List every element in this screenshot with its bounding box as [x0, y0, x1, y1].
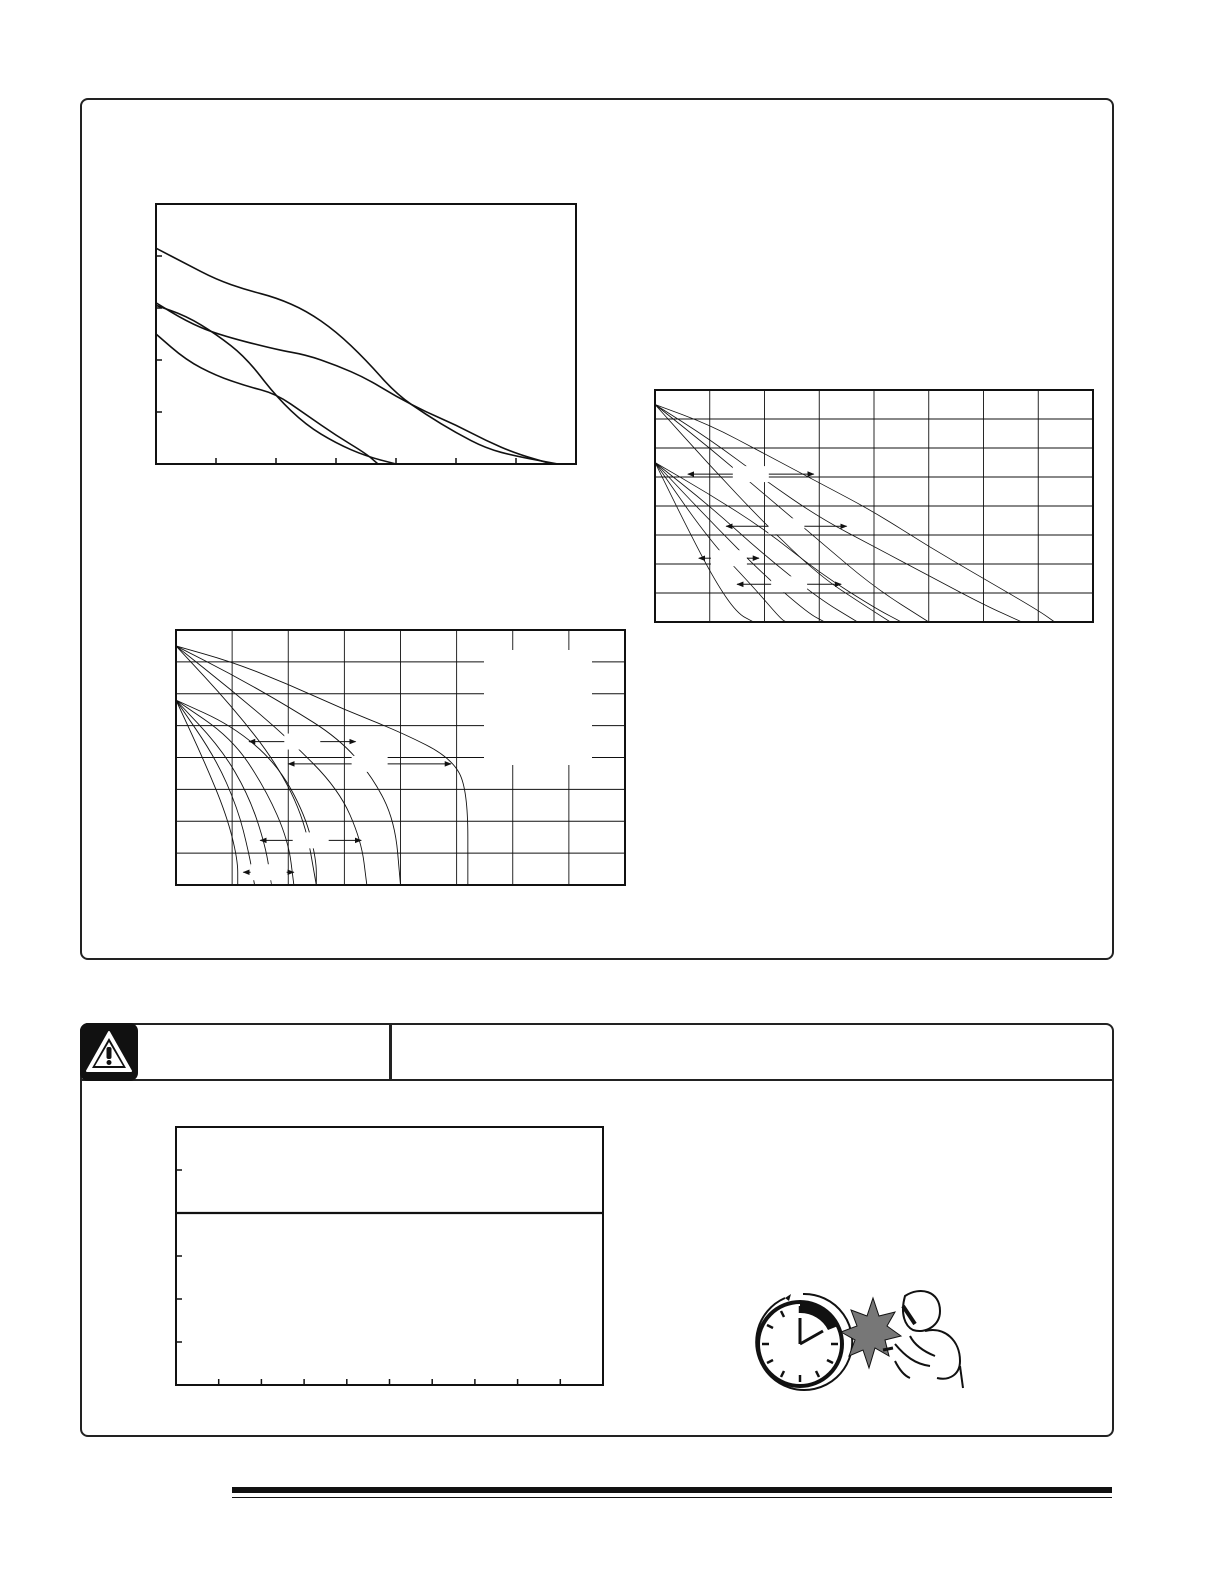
footer-rule-thin	[232, 1497, 1112, 1498]
chart-3	[176, 630, 625, 885]
arrow-label-gap	[733, 466, 769, 482]
chart-4	[176, 1127, 603, 1385]
welder-icon	[883, 1291, 963, 1388]
chart-2	[655, 390, 1093, 622]
series-line	[655, 463, 786, 623]
footer-rule	[232, 1487, 1112, 1493]
series-line	[176, 646, 367, 885]
arrow-label-gap	[293, 832, 329, 848]
arrow-label-gap	[352, 756, 388, 772]
series-line	[655, 463, 754, 623]
series-line	[156, 334, 378, 464]
panel-header	[82, 1025, 1112, 1081]
series-line	[176, 700, 271, 885]
warning-triangle-icon	[80, 1023, 138, 1081]
arrow-label-gap	[711, 550, 747, 566]
clock-icon	[756, 1294, 852, 1390]
series-line	[655, 463, 858, 623]
series-line	[176, 646, 468, 885]
series-line	[156, 303, 552, 464]
series-line	[655, 463, 825, 623]
legend-area	[484, 650, 592, 765]
series-line	[655, 463, 901, 623]
arrow-label-gap	[284, 734, 320, 750]
arrow-label-gap	[768, 518, 804, 534]
arrow-label-gap	[251, 864, 287, 880]
chart-1	[156, 204, 576, 464]
series-line	[176, 646, 316, 885]
series-line	[156, 248, 558, 464]
series-line	[156, 305, 396, 464]
arrow-label-gap	[771, 576, 807, 592]
clock-and-welder-illustration	[745, 1286, 975, 1401]
header-divider	[389, 1025, 392, 1081]
series-line	[655, 405, 1055, 623]
series-line	[176, 700, 238, 885]
plot-frame	[176, 1127, 603, 1385]
